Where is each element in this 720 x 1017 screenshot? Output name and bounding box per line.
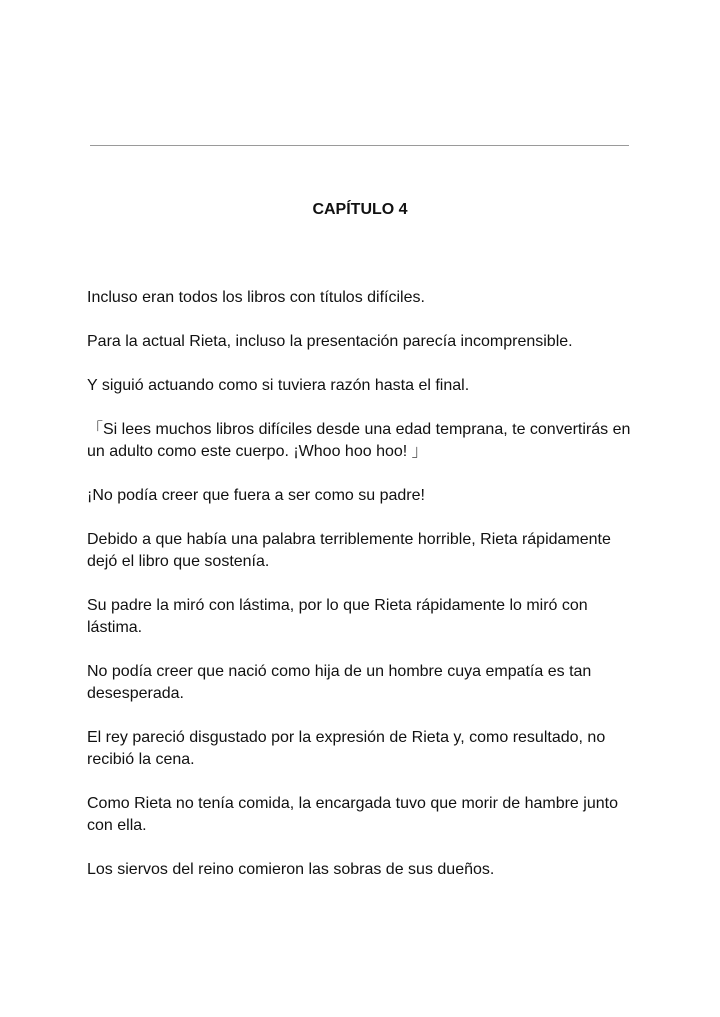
paragraph: Incluso eran todos los libros con títulos difíciles. — [87, 289, 425, 306]
chapter-body — [87, 287, 635, 903]
paragraph: 「Si lees muchos libros difíciles desde una edad temprana, te convertirás en un adulto como este cuerpo. ¡Whoo hoo hoo! 」 — [87, 421, 631, 460]
paragraph: Los siervos del reino comieron las sobras de sus dueños. — [87, 861, 495, 878]
paragraph: El rey pareció disgustado por la expresión de Rieta y, como resultado, no recibió la cena. — [87, 729, 606, 768]
paragraph: Y siguió actuando como si tuviera razón hasta el final. — [87, 377, 470, 394]
paragraph: Para la actual Rieta, incluso la presentación parecía incomprensible. — [87, 333, 573, 350]
paragraph: Como Rieta no tenía comida, la encargada tuvo que morir de hambre junto con ella. — [87, 795, 618, 834]
chapter-title: CAPÍTULO 4 — [312, 201, 408, 218]
paragraph: Debido a que había una palabra terriblemente horrible, Rieta rápidamente dejó el libro que sostenía. — [87, 531, 611, 570]
paragraph: Su padre la miró con lástima, por lo que Rieta rápidamente lo miró con lástima. — [87, 597, 588, 636]
paragraph: No podía creer que nació como hija de un hombre cuya empatía es tan desesperada. — [87, 663, 592, 702]
paragraph: ¡No podía creer que fuera a ser como su padre! — [87, 487, 425, 504]
horizontal-divider — [90, 145, 629, 146]
